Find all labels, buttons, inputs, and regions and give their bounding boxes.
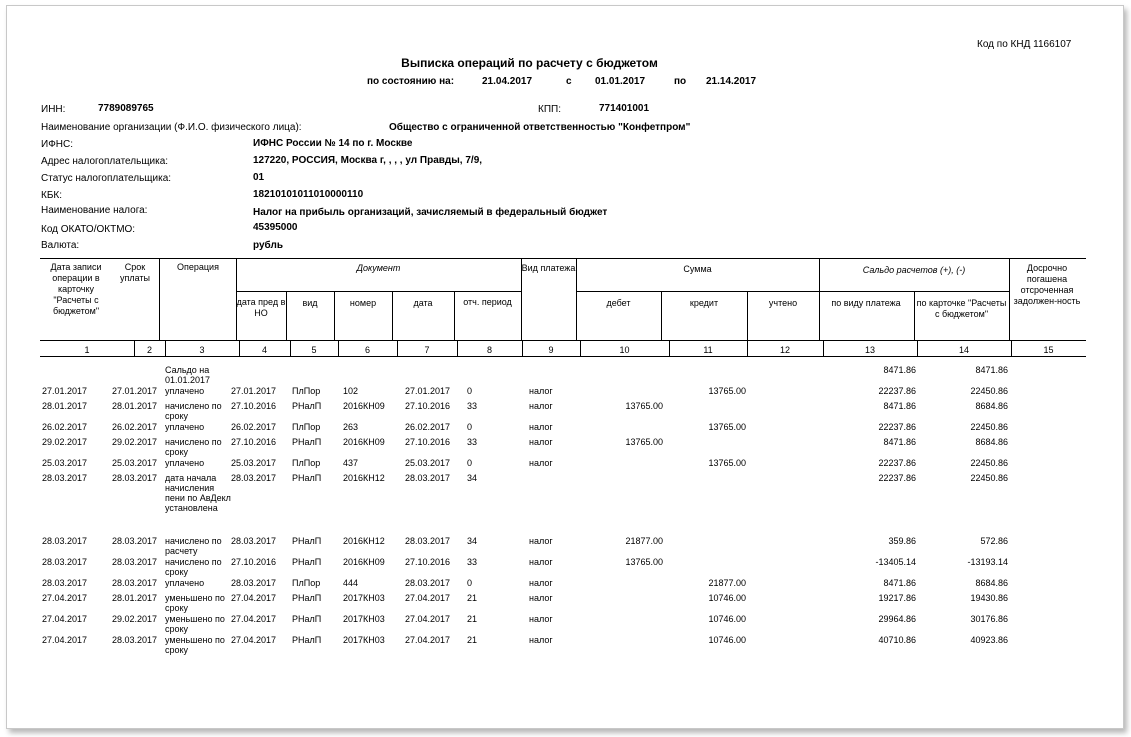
cell-s13: 22237.86 [878, 473, 916, 483]
inn-label: ИНН: [41, 104, 66, 115]
cell-dpred: 26.02.2017 [231, 422, 277, 432]
cell-s13: 22237.86 [878, 386, 916, 396]
cell-credit: 10746.00 [708, 635, 746, 645]
cell-due: 29.02.2017 [112, 437, 158, 447]
cell-due: 28.03.2017 [112, 536, 158, 546]
col-number: 12 [779, 345, 790, 355]
col-header-saldo-by-card: по карточке "Расчеты с бюджетом" [916, 298, 1007, 319]
col-header-early-repaid: Досрочно погашена отсроченная задолжен-ность [1013, 263, 1081, 306]
status-value: 01 [253, 172, 265, 183]
cell-period: 0 [467, 386, 473, 396]
cell-s13: 359.86 [888, 536, 916, 546]
col-header-accounted: учтено [768, 298, 798, 308]
to-date: 21.14.2017 [706, 76, 757, 87]
cell-ddate: 28.03.2017 [405, 473, 451, 483]
document-title: Выписка операций по расчету с бюджетом [401, 56, 658, 70]
cell-s13: 22237.86 [878, 458, 916, 468]
col-header-doc-number: номер [349, 298, 377, 308]
cell-period: 21 [467, 593, 478, 603]
cell-due: 29.02.2017 [112, 614, 158, 624]
cell-vid: РНалП [292, 536, 322, 546]
currency-value: рубль [253, 240, 283, 251]
cell-vid: РНалП [292, 437, 322, 447]
cell-date: 28.03.2017 [42, 578, 88, 588]
cell-num: 2017КН03 [343, 593, 385, 603]
cell-s14: 8684.86 [975, 437, 1008, 447]
cell-ddate: 27.10.2016 [405, 401, 451, 411]
col-number: 9 [548, 345, 554, 355]
cell-s13: 8471.86 [883, 401, 916, 411]
cell-date: 27.04.2017 [42, 614, 88, 624]
cell-ptype: налог [529, 557, 553, 567]
cell-s14: 19430.86 [970, 593, 1008, 603]
cell-s14: 8471.86 [975, 365, 1008, 375]
cell-ddate: 27.04.2017 [405, 614, 451, 624]
cell-dpred: 25.03.2017 [231, 458, 277, 468]
ifns-value: ИФНС России № 14 по г. Москве [253, 138, 413, 149]
col-header-report-period: отч. период [463, 297, 512, 307]
cell-num: 263 [343, 422, 359, 432]
cell-s14: 40923.86 [970, 635, 1008, 645]
cell-s13: 8471.86 [883, 365, 916, 375]
cell-num: 2016КН09 [343, 437, 385, 447]
cell-op: уплачено [165, 386, 205, 396]
col-header-credit: кредит [689, 298, 719, 308]
cell-vid: РНалП [292, 635, 322, 645]
cell-dpred: 27.04.2017 [231, 614, 277, 624]
cell-period: 0 [467, 422, 473, 432]
cell-date: 26.02.2017 [42, 422, 88, 432]
cell-num: 2016КН09 [343, 401, 385, 411]
addr-value: 127220, РОССИЯ, Москва г, , , , ул Правды, 7/9, [253, 155, 483, 166]
cell-vid: РНалП [292, 401, 322, 411]
to-label: по [674, 76, 687, 87]
col-header-sum-group: Сумма [683, 264, 712, 274]
cell-ddate: 27.04.2017 [405, 593, 451, 603]
cell-date: 28.01.2017 [42, 401, 88, 411]
col-header-saldo-by-payment: по виду платежа [831, 298, 901, 308]
cell-vid: РНалП [292, 593, 322, 603]
cell-credit: 21877.00 [708, 578, 746, 588]
cell-debit: 21877.00 [625, 536, 663, 546]
tax-value: Налог на прибыль организаций, зачисляемый в федеральный бюджет [253, 207, 608, 218]
cell-ptype: налог [529, 593, 553, 603]
cell-ddate: 26.02.2017 [405, 422, 451, 432]
cell-ddate: 25.03.2017 [405, 458, 451, 468]
cell-op: уплачено [165, 422, 205, 432]
col-number: 3 [199, 345, 205, 355]
cell-num: 2016КН09 [343, 557, 385, 567]
inn-value: 7789089765 [98, 103, 154, 114]
from-label: с [566, 76, 572, 87]
knd-code: Код по КНД 1166107 [977, 39, 1072, 50]
cell-dpred: 27.01.2017 [231, 386, 277, 396]
cell-due: 28.03.2017 [112, 473, 158, 483]
cell-dpred: 27.04.2017 [231, 635, 277, 645]
cell-dpred: 27.10.2016 [231, 401, 277, 411]
cell-vid: РНалП [292, 557, 322, 567]
col-header-doc-submit-date: дата пред в НО [236, 297, 286, 318]
cell-num: 102 [343, 386, 359, 396]
cell-period: 34 [467, 536, 478, 546]
state-date: 21.04.2017 [482, 76, 533, 87]
col-header-operation: Операция [177, 262, 219, 272]
cell-period: 33 [467, 557, 478, 567]
cell-op: начислено по сроку [165, 437, 222, 457]
cell-s14: 22450.86 [970, 458, 1008, 468]
cell-ptype: налог [529, 536, 553, 546]
cell-s13: 22237.86 [878, 422, 916, 432]
cell-due: 25.03.2017 [112, 458, 158, 468]
cell-op: начислено по сроку [165, 401, 222, 421]
col-header-doc-type: вид [302, 298, 318, 308]
cell-num: 444 [343, 578, 359, 588]
col-number: 1 [84, 345, 90, 355]
col-number: 7 [424, 345, 430, 355]
cell-s14: 30176.86 [970, 614, 1008, 624]
kpp-value: 771401001 [599, 103, 650, 114]
cell-date: 27.04.2017 [42, 593, 88, 603]
cell-ddate: 28.03.2017 [405, 536, 451, 546]
col-number: 5 [311, 345, 317, 355]
col-number: 4 [261, 345, 267, 355]
currency-label: Валюта: [41, 240, 80, 251]
cell-period: 0 [467, 458, 473, 468]
cell-due: 28.03.2017 [112, 557, 158, 567]
cell-date: 28.03.2017 [42, 473, 88, 483]
cell-dpred: 27.04.2017 [231, 593, 277, 603]
okato-label: Код ОКАТО/ОКТМО: [41, 224, 136, 235]
cell-num: 2016КН12 [343, 536, 385, 546]
kbk-value: 18210101011010000110 [253, 189, 364, 200]
cell-vid: РНалП [292, 473, 322, 483]
cell-s14: 22450.86 [970, 422, 1008, 432]
cell-ptype: налог [529, 401, 553, 411]
cell-debit: 13765.00 [625, 557, 663, 567]
cell-ptype: налог [529, 422, 553, 432]
col-header-payment-type: Вид платежа [521, 263, 576, 273]
cell-s13: 29964.86 [878, 614, 916, 624]
cell-op: начислено по сроку [165, 557, 222, 577]
cell-op: уплачено [165, 458, 205, 468]
cell-debit: 13765.00 [625, 401, 663, 411]
cell-s13: 8471.86 [883, 437, 916, 447]
col-header-saldo-group: Сальдо расчетов (+), (-) [862, 265, 966, 275]
cell-ptype: налог [529, 578, 553, 588]
col-header-entry-date: Дата записи операции в карточку "Расчеты с бюджетом" [50, 262, 102, 316]
cell-s14: 572.86 [980, 536, 1008, 546]
cell-date: 25.03.2017 [42, 458, 88, 468]
cell-s13: 8471.86 [883, 578, 916, 588]
state-label: по состоянию на: [367, 76, 455, 87]
cell-ptype: налог [529, 458, 553, 468]
cell-due: 27.01.2017 [112, 386, 158, 396]
cell-op: уплачено [165, 578, 205, 588]
cell-period: 0 [467, 578, 473, 588]
col-number: 15 [1043, 345, 1054, 355]
cell-period: 33 [467, 437, 478, 447]
cell-op: дата начала начисления пени по АвДекл установлена [165, 473, 231, 513]
cell-s14: -13193.14 [967, 557, 1008, 567]
cell-vid: ПлПор [292, 386, 321, 396]
cell-ptype: налог [529, 386, 553, 396]
cell-op: Сальдо на 01.01.2017 [165, 365, 211, 385]
col-number: 11 [703, 345, 713, 355]
col-header-doc-date: дата [413, 298, 433, 308]
cell-s14: 22450.86 [970, 473, 1008, 483]
org-value: Общество с ограниченной ответственностью "Конфетпром" [389, 122, 691, 133]
addr-label: Адрес налогоплательщика: [41, 156, 169, 167]
cell-s14: 22450.86 [970, 386, 1008, 396]
col-header-due-date: Срок уплаты [119, 262, 151, 283]
cell-num: 437 [343, 458, 359, 468]
cell-ptype: налог [529, 437, 553, 447]
col-number: 8 [486, 345, 492, 355]
cell-s13: 19217.86 [878, 593, 916, 603]
col-number: 2 [146, 345, 152, 355]
cell-dpred: 28.03.2017 [231, 578, 277, 588]
org-label: Наименование организации (Ф.И.О. физического лица): [41, 122, 302, 133]
cell-op: начислено по расчету [165, 536, 222, 556]
cell-due: 26.02.2017 [112, 422, 158, 432]
cell-s13: -13405.14 [875, 557, 916, 567]
cell-ptype: налог [529, 635, 553, 645]
tax-label: Наименование налога: [41, 205, 148, 216]
cell-credit: 13765.00 [708, 422, 746, 432]
cell-date: 28.03.2017 [42, 557, 88, 567]
cell-period: 21 [467, 614, 478, 624]
cell-s14: 8684.86 [975, 578, 1008, 588]
cell-num: 2017КН03 [343, 635, 385, 645]
kpp-label: КПП: [538, 104, 561, 115]
col-number: 6 [364, 345, 370, 355]
cell-dpred: 28.03.2017 [231, 473, 277, 483]
col-header-debit: дебет [606, 298, 631, 308]
cell-credit: 10746.00 [708, 614, 746, 624]
cell-date: 27.04.2017 [42, 635, 88, 645]
cell-due: 28.03.2017 [112, 635, 158, 645]
cell-ddate: 27.10.2016 [405, 557, 451, 567]
cell-credit: 10746.00 [708, 593, 746, 603]
cell-period: 33 [467, 401, 478, 411]
cell-ddate: 28.03.2017 [405, 578, 451, 588]
statement-sheet [6, 5, 1124, 729]
cell-ddate: 27.10.2016 [405, 437, 451, 447]
cell-ptype: налог [529, 614, 553, 624]
cell-due: 28.01.2017 [112, 401, 158, 411]
kbk-label: КБК: [41, 190, 62, 201]
col-number: 10 [619, 345, 630, 355]
col-number: 14 [958, 345, 969, 355]
cell-dpred: 27.10.2016 [231, 557, 277, 567]
cell-ddate: 27.01.2017 [405, 386, 451, 396]
cell-date: 27.01.2017 [42, 386, 88, 396]
cell-credit: 13765.00 [708, 386, 746, 396]
cell-period: 21 [467, 635, 478, 645]
cell-date: 29.02.2017 [42, 437, 88, 447]
ifns-label: ИФНС: [41, 139, 74, 150]
okato-value: 45395000 [253, 222, 298, 233]
cell-op: уменьшено по сроку [165, 614, 225, 634]
cell-s14: 8684.86 [975, 401, 1008, 411]
from-date: 01.01.2017 [595, 76, 646, 87]
cell-vid: ПлПор [292, 422, 321, 432]
cell-due: 28.03.2017 [112, 578, 158, 588]
cell-dpred: 28.03.2017 [231, 536, 277, 546]
cell-period: 34 [467, 473, 478, 483]
cell-op: уменьшено по сроку [165, 635, 225, 655]
cell-ddate: 27.04.2017 [405, 635, 451, 645]
cell-due: 28.01.2017 [112, 593, 158, 603]
cell-vid: РНалП [292, 614, 322, 624]
cell-debit: 13765.00 [625, 437, 663, 447]
cell-num: 2016КН12 [343, 473, 385, 483]
col-number: 13 [864, 345, 875, 355]
cell-date: 28.03.2017 [42, 536, 88, 546]
cell-vid: ПлПор [292, 458, 321, 468]
cell-op: уменьшено по сроку [165, 593, 225, 613]
col-header-document-group: Документ [356, 263, 401, 273]
cell-s13: 40710.86 [878, 635, 916, 645]
cell-credit: 13765.00 [708, 458, 746, 468]
status-label: Статус налогоплательщика: [41, 173, 172, 184]
cell-num: 2017КН03 [343, 614, 385, 624]
cell-dpred: 27.10.2016 [231, 437, 277, 447]
cell-vid: ПлПор [292, 578, 321, 588]
